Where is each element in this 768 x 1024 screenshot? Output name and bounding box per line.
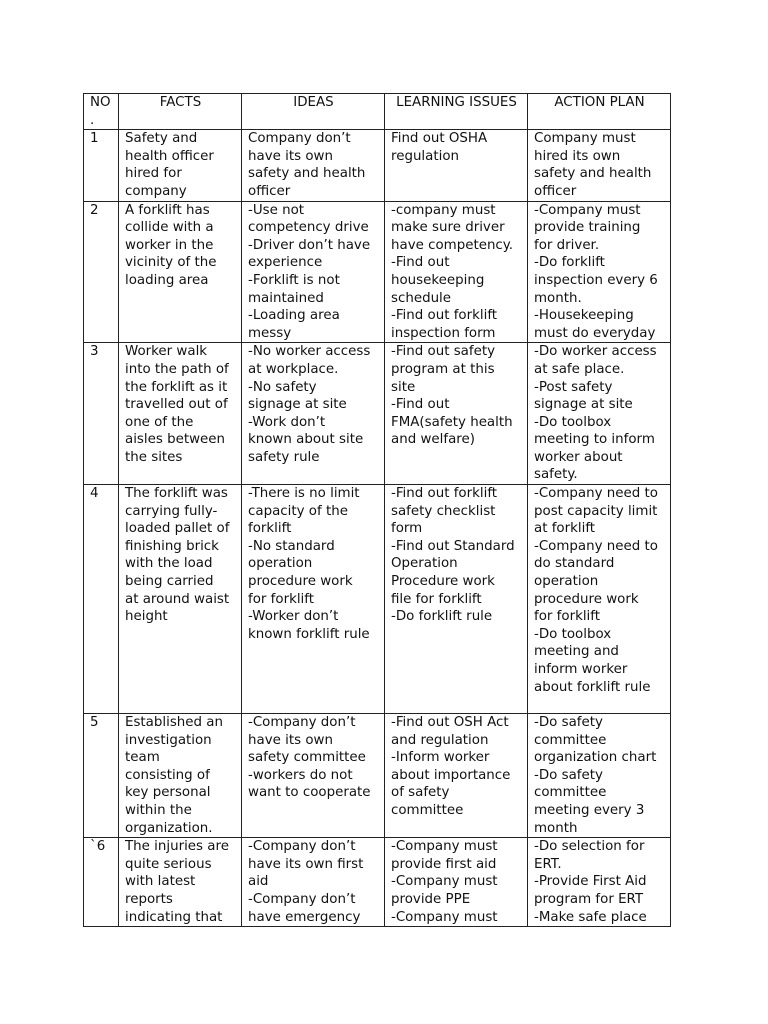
cell-line: housekeeping (391, 272, 485, 288)
cell-line: forklift (248, 521, 292, 537)
action-plan-cell (528, 201, 671, 343)
cell-line: month (534, 820, 578, 836)
cell-line: provide first aid (391, 856, 497, 872)
cell-line: and welfare) (391, 432, 475, 448)
action-plan-cell (528, 714, 671, 838)
cell-line: collide with a (125, 220, 214, 236)
ideas-cell (242, 343, 385, 485)
cell-line: worker in the (125, 237, 214, 253)
cell-line: at around waist (125, 591, 230, 607)
cell-line: have its own first (248, 856, 364, 872)
cell-line: provide PPE (391, 892, 471, 907)
row-number: `6 (84, 838, 119, 927)
pbl-table (83, 93, 671, 927)
cell-line: about importance (391, 767, 511, 783)
cell-line: loaded pallet of (125, 521, 230, 537)
cell-line: committee (534, 732, 607, 748)
cell-line: indicating that (125, 909, 223, 925)
cell-line: program for ERT (534, 892, 644, 907)
cell-line: -Work don’t (248, 414, 326, 430)
cell-line: organization chart (534, 750, 657, 766)
header-action-plan: ACTION PLAN (528, 94, 671, 130)
cell-line: inform worker (534, 662, 628, 677)
cell-line: NO (90, 95, 111, 110)
cell-line: file for forklift (391, 591, 482, 607)
cell-line: the sites (125, 449, 183, 465)
learning-issues-cell (385, 343, 528, 485)
cell-line: -Company need to (534, 486, 658, 502)
cell-line: for forklift (534, 609, 601, 625)
cell-line: -There is no limit (248, 486, 360, 502)
cell-line: with the load (125, 556, 213, 572)
cell-line: provide training (534, 220, 641, 236)
cell-line: do standard (534, 556, 615, 572)
cell-line: -Do safety (534, 767, 603, 783)
cell-line: safety rule (248, 449, 320, 465)
cell-line: safety and health (534, 166, 652, 182)
cell-line: FMA(safety health (391, 414, 513, 430)
action-plan-cell (528, 343, 671, 485)
cell-line: -Find out safety (391, 344, 496, 360)
cell-line: -Provide First Aid (534, 874, 647, 890)
cell-line: aid (248, 874, 269, 890)
cell-line: company (125, 183, 187, 199)
cell-line: -Worker don’t (248, 609, 339, 625)
cell-line: -Company must (391, 874, 498, 890)
header-facts: FACTS (119, 94, 242, 130)
cell-line: safety committee (248, 750, 366, 766)
cell-line: Company don’t (248, 131, 351, 147)
row-number: 5 (84, 714, 119, 838)
table-row (84, 838, 671, 927)
cell-line: have competency. (391, 237, 514, 253)
ideas-cell (242, 201, 385, 343)
cell-line: capacity of the (248, 503, 348, 519)
cell-line: -Do safety (534, 715, 603, 731)
cell-line: -Company need to (534, 538, 658, 554)
cell-line: maintained (248, 290, 324, 306)
table-header-row (84, 94, 671, 130)
cell-line: post capacity limit (534, 503, 658, 519)
cell-line: -No standard (248, 538, 335, 554)
facts-cell (119, 130, 242, 201)
cell-line: make sure driver (391, 220, 505, 236)
cell-line: safety. (534, 467, 578, 483)
cell-line: form (391, 521, 423, 537)
cell-line: committee (534, 785, 607, 801)
cell-line: vicinity of the (125, 255, 217, 271)
cell-line: -Do worker access (534, 344, 657, 360)
cell-line: Safety and (125, 131, 198, 147)
ideas-cell (242, 485, 385, 714)
cell-line: A forklift has (125, 202, 210, 218)
cell-line: Find out OSHA (391, 131, 488, 147)
cell-line: -Use not (248, 202, 305, 218)
learning-issues-cell (385, 714, 528, 838)
cell-line: consisting of (125, 767, 210, 783)
cell-line: signage at site (248, 397, 347, 413)
cell-line: -Post safety (534, 379, 613, 395)
table-row (84, 201, 671, 343)
cell-line: travelled out of (125, 397, 228, 413)
table-row (84, 130, 671, 201)
cell-line: -company must (391, 202, 496, 218)
cell-line: -Company must (391, 909, 498, 925)
cell-line: quite serious (125, 856, 212, 872)
cell-line: safety and health (248, 166, 366, 182)
facts-cell (119, 201, 242, 343)
cell-line: -Inform worker (391, 750, 490, 766)
cell-line: meeting every 3 (534, 803, 645, 819)
cell-line: safety checklist (391, 503, 496, 519)
header-learning-issues: LEARNING ISSUES (385, 94, 528, 130)
cell-line: competency drive (248, 220, 369, 236)
ideas-cell (242, 838, 385, 927)
action-plan-cell (528, 838, 671, 927)
cell-line: month. (534, 290, 582, 306)
learning-issues-cell (385, 485, 528, 714)
cell-line: -Loading area (248, 308, 340, 324)
cell-line: -Find out (391, 255, 450, 271)
cell-line: worker about (534, 449, 623, 465)
cell-line: for driver. (534, 237, 600, 253)
cell-line: program at this (391, 361, 495, 377)
ideas-cell (242, 130, 385, 201)
cell-line: -Driver don’t have (248, 237, 371, 253)
cell-line: -Find out forklift (391, 308, 498, 324)
cell-line: officer (248, 183, 291, 199)
cell-line: operation (248, 556, 313, 572)
cell-line: aisles between (125, 432, 225, 448)
cell-line: known forklift rule (248, 626, 370, 642)
cell-line: height (125, 609, 168, 625)
cell-line: key personal (125, 785, 211, 801)
cell-line: Company must (534, 131, 636, 147)
cell-line: Operation (391, 556, 458, 572)
cell-line: have its own (248, 148, 333, 164)
cell-line: for forklift (248, 591, 315, 607)
cell-line: officer (534, 183, 577, 199)
cell-line: schedule (391, 290, 452, 306)
cell-line: -Company must (391, 839, 498, 855)
cell-line: Worker walk (125, 344, 208, 360)
cell-line: must do everyday (534, 325, 656, 341)
row-number: 1 (84, 130, 119, 201)
cell-line: -Company don’t (248, 839, 356, 855)
cell-line: at safe place. (534, 361, 625, 377)
learning-issues-cell (385, 130, 528, 201)
cell-line: hired its own (534, 148, 621, 164)
table-row (84, 714, 671, 838)
cell-line: regulation (391, 148, 460, 164)
learning-issues-cell (385, 201, 528, 343)
cell-line: -Find out forklift (391, 486, 498, 502)
cell-line: -Find out OSH Act (391, 715, 509, 731)
cell-line: procedure work (248, 574, 353, 590)
cell-line: signage at site (534, 397, 633, 413)
row-number: 2 (84, 201, 119, 343)
header-no (84, 94, 119, 130)
cell-line: carrying fully- (125, 503, 218, 519)
row-number: 3 (84, 343, 119, 485)
cell-line: investigation (125, 732, 212, 748)
cell-line: -Do toolbox (534, 626, 612, 642)
cell-line: into the path of (125, 361, 229, 377)
cell-line: The forklift was (125, 486, 228, 502)
cell-line: -Company must (534, 202, 641, 218)
cell-line: at forklift (534, 521, 596, 537)
table-row (84, 485, 671, 714)
cell-line: procedure work (534, 591, 639, 607)
cell-line: -No safety (248, 379, 317, 395)
row-number: 4 (84, 485, 119, 714)
cell-line: want to cooperate (248, 785, 371, 801)
action-plan-cell (528, 130, 671, 201)
cell-line: of safety (391, 785, 450, 801)
cell-line: known about site (248, 432, 364, 448)
cell-line: Procedure work (391, 574, 495, 590)
cell-line: -Find out (391, 397, 450, 413)
cell-line: organization. (125, 820, 213, 836)
cell-line: meeting to inform (534, 432, 655, 448)
cell-line: site (391, 379, 416, 395)
cell-line: . (90, 112, 95, 128)
cell-line: inspection form (391, 325, 496, 341)
cell-line: reports (125, 892, 173, 907)
cell-line: committee (391, 803, 464, 819)
cell-line: and regulation (391, 732, 489, 748)
cell-line: -Do forklift rule (391, 609, 493, 625)
cell-line: The injuries are (125, 839, 229, 855)
facts-cell (119, 343, 242, 485)
facts-cell (119, 838, 242, 927)
cell-line: -Find out Standard (391, 538, 515, 554)
cell-line: -Company don’t (248, 892, 356, 907)
cell-line: inspection every 6 (534, 272, 658, 288)
cell-line: within the (125, 803, 192, 819)
cell-line: messy (248, 325, 292, 341)
cell-line: experience (248, 255, 323, 271)
ideas-cell (242, 714, 385, 838)
cell-line: being carried (125, 574, 214, 590)
cell-line: the forklift as it (125, 379, 228, 395)
cell-line: one of the (125, 414, 194, 430)
cell-line: have emergency (248, 909, 361, 925)
table-row (84, 343, 671, 485)
cell-line: -workers do not (248, 767, 353, 783)
cell-line: have its own (248, 732, 333, 748)
learning-issues-cell (385, 838, 528, 927)
facts-cell (119, 485, 242, 714)
cell-line: health officer (125, 148, 214, 164)
cell-line: with latest (125, 874, 196, 890)
cell-line: -Forklift is not (248, 272, 340, 288)
cell-line: operation (534, 574, 599, 590)
cell-line: meeting and (534, 644, 619, 660)
cell-line: team (125, 750, 160, 766)
cell-line: -Housekeeping (534, 308, 634, 324)
cell-line: Established an (125, 715, 223, 731)
header-ideas: IDEAS (242, 94, 385, 130)
cell-line: -Company don’t (248, 715, 356, 731)
cell-line: -Do forklift (534, 255, 605, 271)
cell-line: hired for (125, 166, 182, 182)
cell-line: -Do toolbox (534, 414, 612, 430)
cell-line: -Make safe place (534, 909, 647, 925)
cell-line: loading area (125, 272, 209, 288)
cell-line: ERT. (534, 856, 562, 872)
facts-cell (119, 714, 242, 838)
action-plan-cell (528, 485, 671, 714)
cell-line: -Do selection for (534, 839, 645, 855)
cell-line: at workplace. (248, 361, 339, 377)
cell-line: -No worker access (248, 344, 371, 360)
cell-line: about forklift rule (534, 679, 651, 695)
cell-line: finishing brick (125, 538, 219, 554)
